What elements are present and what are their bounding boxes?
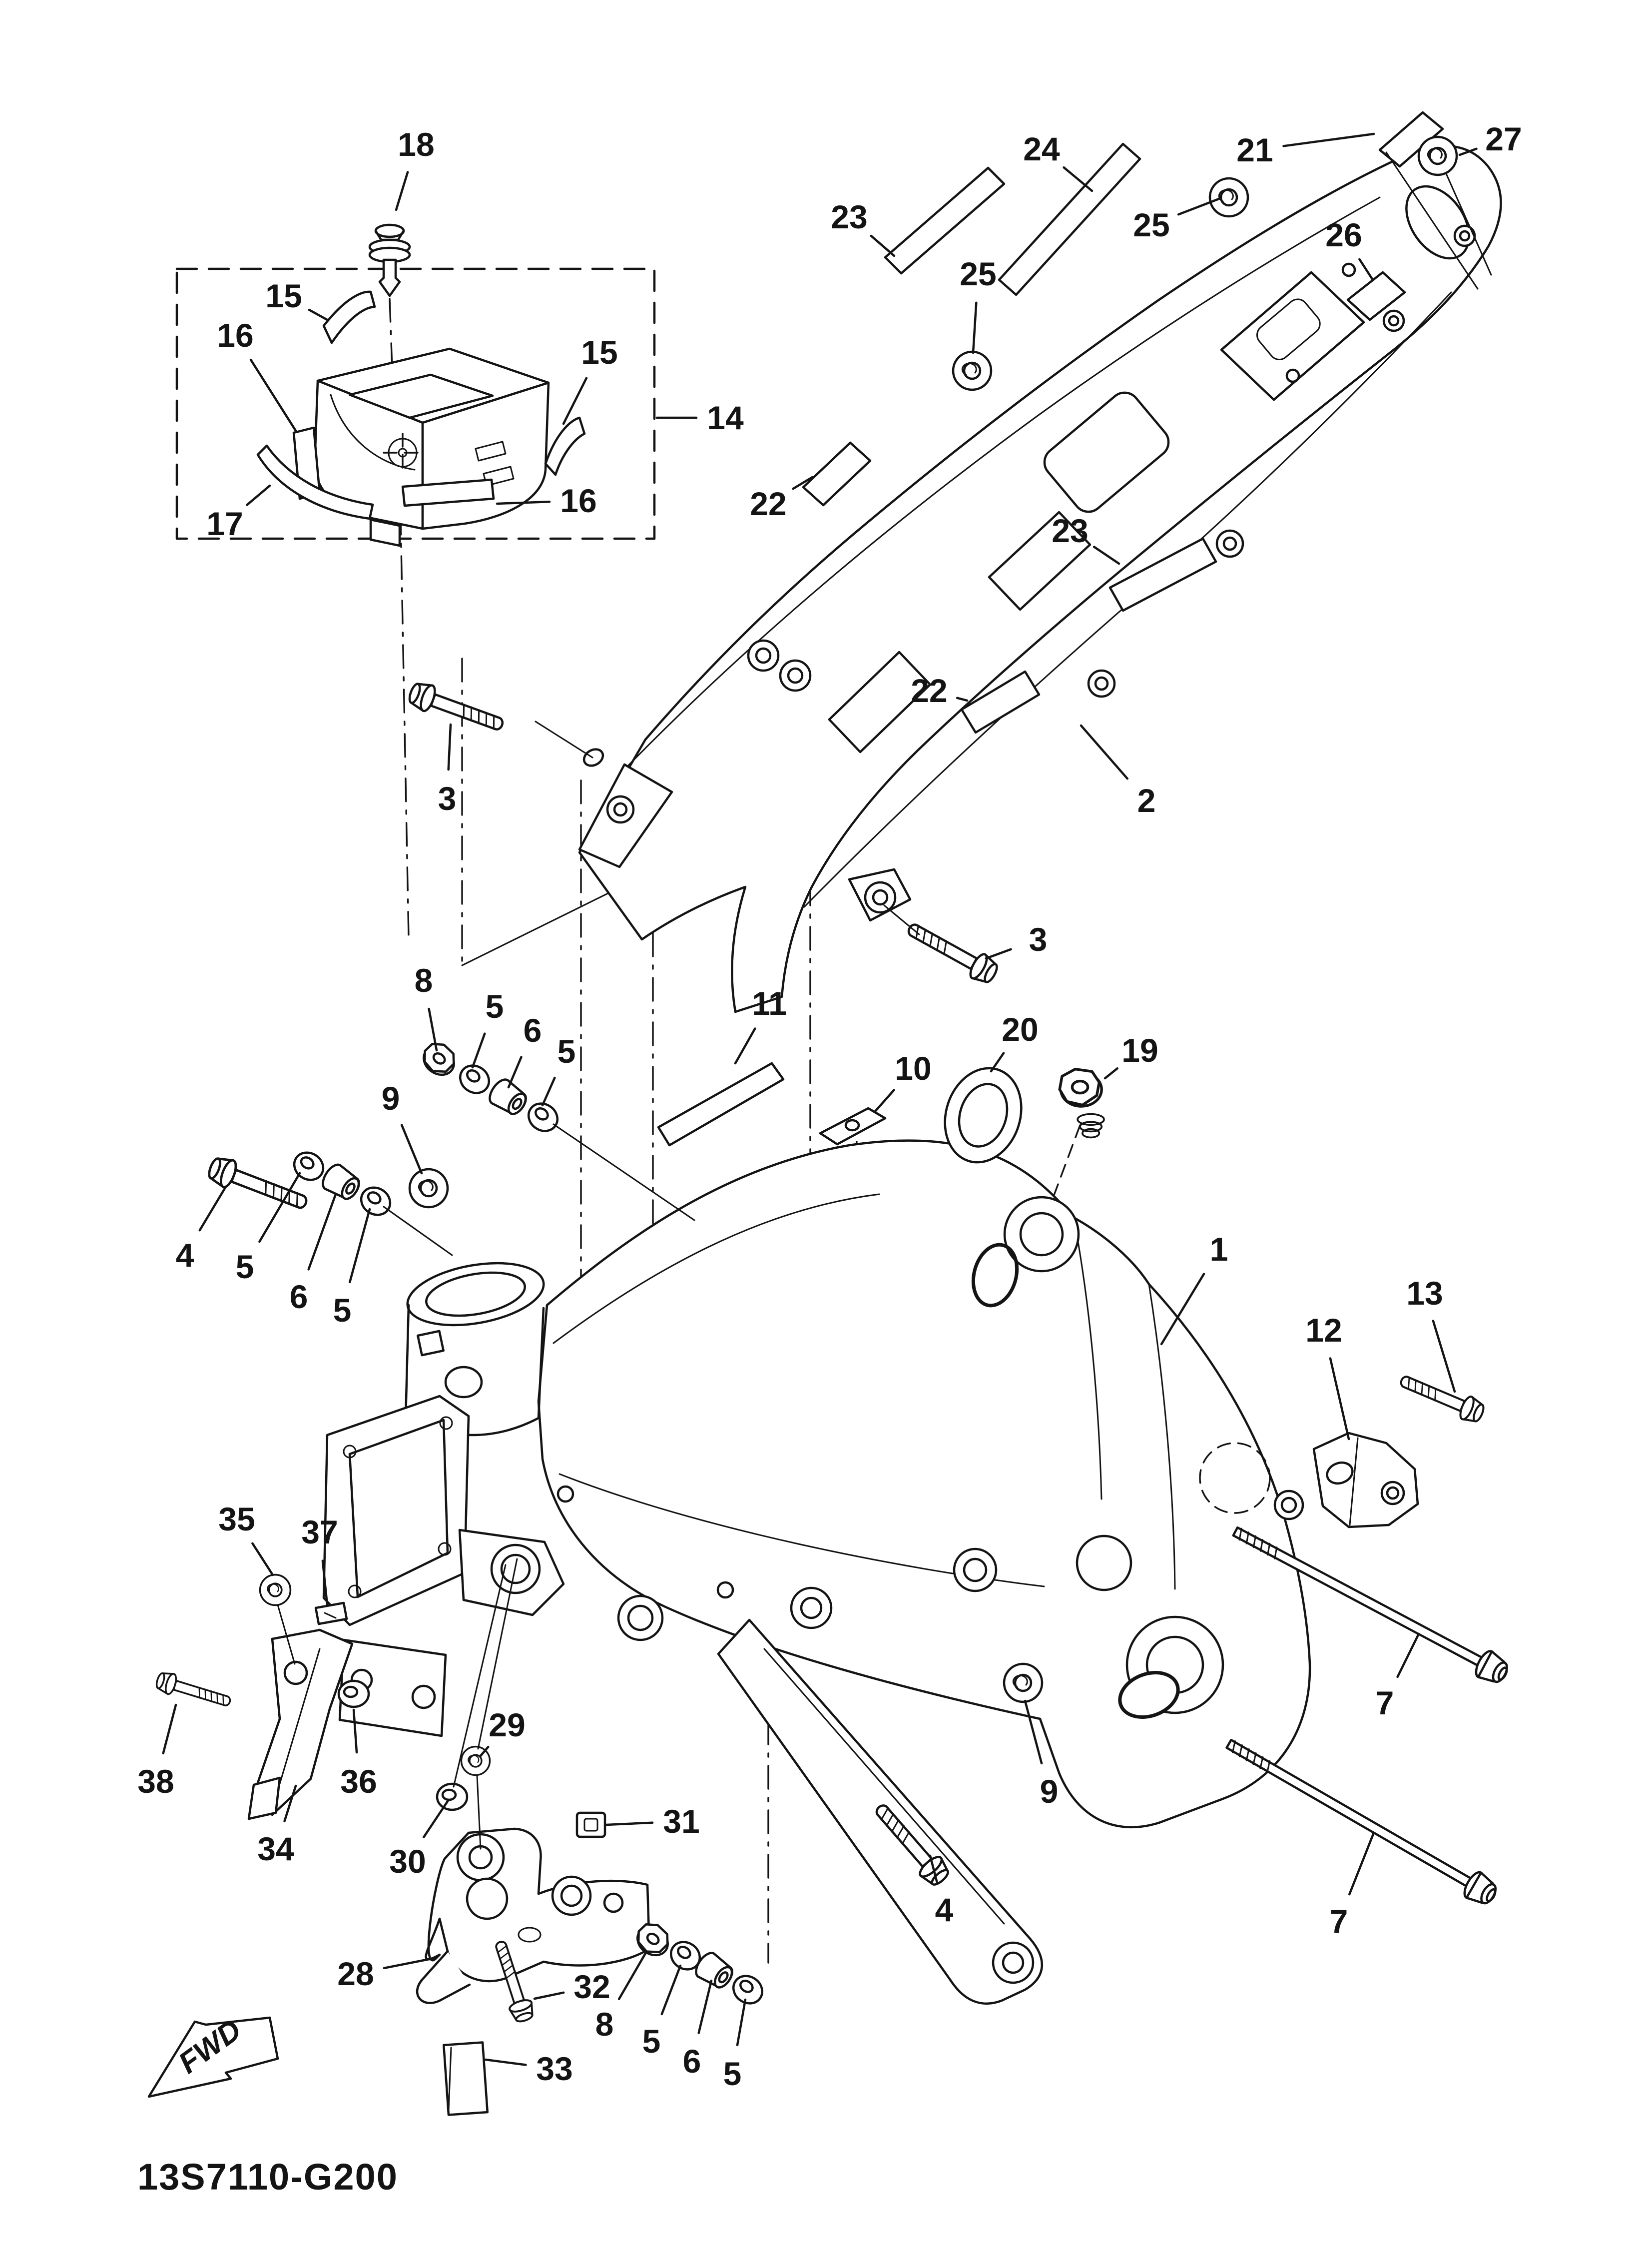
grommet-25-icon — [1210, 178, 1248, 216]
bolt-13-icon — [1397, 1369, 1487, 1426]
callout-38: 38 — [137, 1763, 174, 1800]
leader-line-35 — [252, 1543, 273, 1575]
grommet-27-icon — [1419, 137, 1457, 175]
leader-line-33 — [486, 2060, 526, 2065]
callout-12: 12 — [1305, 1312, 1342, 1349]
seal-strip-15-right — [546, 418, 584, 475]
callout-8: 8 — [414, 962, 433, 999]
bolt-icon — [406, 680, 507, 738]
nut-8-icon — [418, 1038, 461, 1080]
leader-line-2 — [1081, 726, 1127, 778]
grommet-9-icon — [1004, 1664, 1042, 1702]
leader-line-6 — [699, 1981, 711, 2033]
callout-29: 29 — [489, 1706, 526, 1743]
callout-5: 5 — [557, 1033, 576, 1070]
callout-9: 9 — [381, 1080, 400, 1117]
footer — [137, 2013, 398, 2198]
callout-31: 31 — [663, 1803, 700, 1840]
callout-5: 5 — [485, 988, 504, 1025]
leader-line-24 — [1064, 167, 1092, 191]
leader-line-18 — [396, 172, 408, 210]
leader-line-32 — [535, 1993, 563, 1999]
callout-21: 21 — [1236, 131, 1273, 168]
callout-8: 8 — [595, 2006, 614, 2043]
callout-18: 18 — [398, 126, 435, 163]
collar-6-icon — [319, 1161, 363, 1204]
leader-line-25 — [973, 303, 976, 353]
callout-35: 35 — [218, 1501, 255, 1537]
leader-line-16 — [251, 360, 296, 431]
callout-32: 32 — [573, 1968, 610, 2005]
callout-1: 1 — [1209, 1231, 1228, 1268]
leader-line-11 — [735, 1029, 755, 1064]
leader-line-5 — [543, 1078, 554, 1105]
bolt-icon — [903, 916, 1001, 987]
grommet-9-icon — [410, 1169, 448, 1207]
callout-26: 26 — [1325, 216, 1362, 253]
leader-line-5 — [662, 1966, 680, 2014]
bracket-12 — [1314, 1433, 1418, 1527]
callout-30: 30 — [389, 1843, 426, 1880]
callout-5: 5 — [642, 2023, 661, 2060]
washer-5-icon — [356, 1182, 396, 1220]
pad-33 — [444, 2042, 488, 2115]
callout-16: 16 — [560, 482, 597, 519]
leader-line-3 — [986, 949, 1011, 958]
callout-9: 9 — [1040, 1773, 1059, 1810]
callout-36: 36 — [340, 1763, 377, 1800]
callout-17: 17 — [206, 505, 243, 542]
callout-20: 20 — [1002, 1011, 1039, 1048]
drawing-code: 13S7110-G200 — [137, 2156, 398, 2198]
callout-15: 15 — [265, 277, 302, 314]
callout-27: 27 — [1485, 120, 1522, 157]
strip-11 — [658, 1063, 783, 1145]
pivot-bolt-7-icon — [1222, 1731, 1501, 1909]
callout-5: 5 — [723, 2055, 742, 2092]
collar-6-icon — [486, 1076, 530, 1119]
washer-30-icon — [437, 1784, 467, 1810]
callout-19: 19 — [1121, 1032, 1158, 1069]
pad-22-upper — [803, 443, 870, 505]
seal-strip-15-left — [324, 292, 375, 343]
leader-line-30 — [424, 1800, 449, 1837]
callout-3: 3 — [1029, 921, 1048, 958]
leader-line-10 — [875, 1090, 894, 1112]
callout-10: 10 — [895, 1050, 932, 1087]
callout-28: 28 — [337, 1955, 374, 1992]
leader-line-6 — [309, 1194, 336, 1269]
grommet-25-icon — [953, 352, 991, 390]
callout-34: 34 — [257, 1830, 294, 1867]
leader-line-21 — [1284, 134, 1374, 146]
grommet-35-icon — [260, 1575, 291, 1605]
leader-line-17 — [247, 486, 270, 505]
callout-11: 11 — [752, 985, 787, 1022]
bracket-28 — [417, 1829, 649, 2003]
leader-line-19 — [1105, 1068, 1117, 1078]
callout-33: 33 — [536, 2050, 573, 2087]
leader-line-31 — [606, 1823, 652, 1825]
leader-line-5 — [737, 2000, 745, 2045]
callout-23: 23 — [1052, 512, 1089, 549]
leader-line-7 — [1349, 1833, 1374, 1894]
callout-37: 37 — [301, 1513, 338, 1550]
leader-line-12 — [1330, 1359, 1349, 1440]
callout-25: 25 — [1133, 206, 1170, 243]
leader-line-28 — [384, 1958, 437, 1968]
bracket-34 — [249, 1630, 352, 1819]
callout-22: 22 — [911, 672, 948, 709]
callout-16: 16 — [217, 317, 254, 354]
callout-4: 4 — [935, 1891, 954, 1928]
callout-15: 15 — [581, 334, 618, 371]
leader-line-3 — [449, 725, 451, 769]
grommet-36-icon — [339, 1681, 369, 1707]
callout-6: 6 — [523, 1012, 542, 1049]
callout-25: 25 — [960, 255, 997, 292]
callout-5: 5 — [333, 1292, 352, 1329]
nut-31 — [577, 1813, 605, 1837]
push-rivet-icon — [370, 225, 410, 296]
callout-5: 5 — [235, 1248, 254, 1285]
plate-10 — [820, 1108, 885, 1144]
callout-6: 6 — [682, 2043, 701, 2080]
callout-4: 4 — [175, 1237, 194, 1274]
leader-line-6 — [509, 1057, 522, 1088]
callout-13: 13 — [1406, 1275, 1443, 1312]
washer-5-icon — [455, 1060, 495, 1098]
rear-subframe — [579, 146, 1501, 1012]
callout-22: 22 — [750, 485, 787, 522]
leader-line-5 — [350, 1209, 370, 1282]
leader-line-38 — [163, 1705, 176, 1753]
leader-line-23 — [871, 236, 894, 256]
leader-line-4 — [200, 1187, 226, 1230]
leader-line-7 — [1398, 1634, 1419, 1677]
air-intake-opening — [324, 1396, 469, 1625]
fwd-arrow-label: FWD — [172, 2013, 247, 2080]
nut-19-icon — [1060, 1069, 1104, 1138]
callout-6: 6 — [289, 1278, 308, 1315]
leader-line-15 — [309, 310, 327, 320]
clip-37 — [316, 1603, 347, 1624]
callout-7: 7 — [1375, 1684, 1394, 1721]
callout-7: 7 — [1329, 1903, 1348, 1940]
callout-2: 2 — [1137, 782, 1156, 819]
leader-line-15 — [563, 378, 586, 424]
callout-14: 14 — [707, 399, 744, 436]
callout-3: 3 — [438, 780, 457, 817]
callout-23: 23 — [831, 198, 868, 235]
callout-24: 24 — [1023, 130, 1060, 167]
leader-line-9 — [402, 1125, 422, 1173]
washer-5-icon — [728, 1970, 768, 2009]
leader-line-5 — [473, 1034, 485, 1067]
leader-line-13 — [1433, 1321, 1455, 1392]
bolt-38-icon — [154, 1670, 233, 1712]
strip-24 — [999, 144, 1140, 295]
